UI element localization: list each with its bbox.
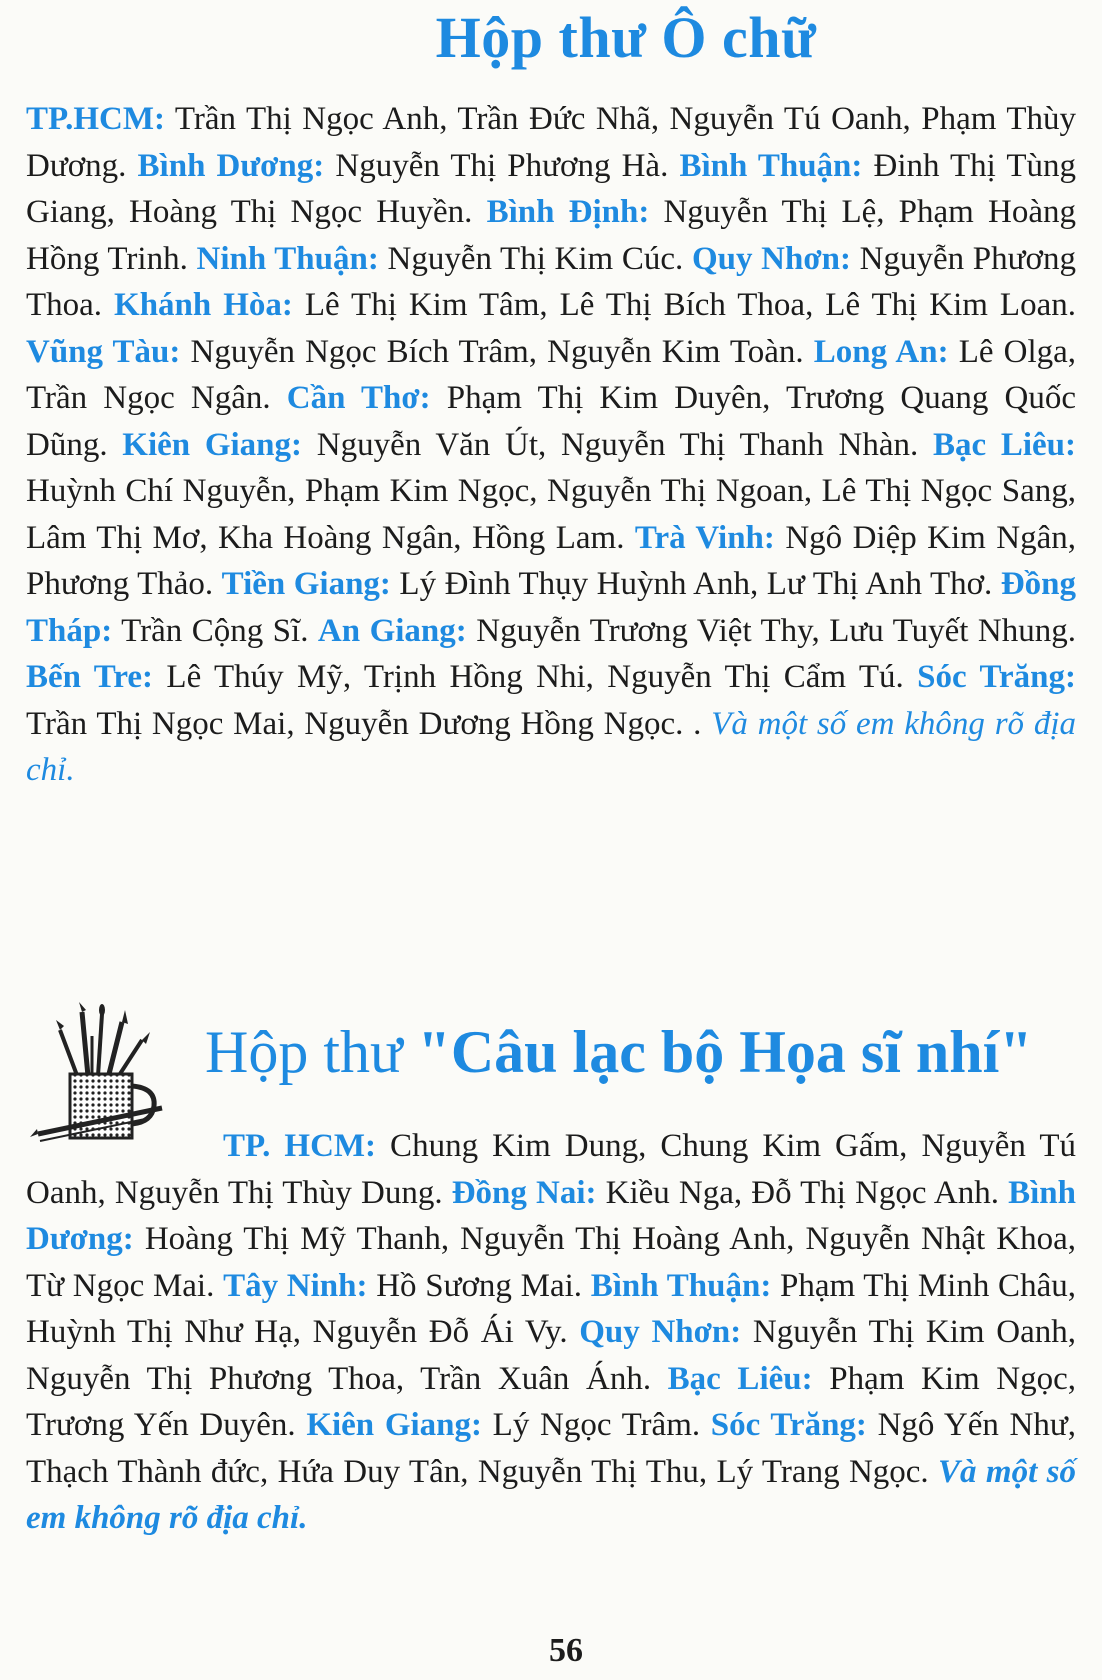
entry-names: Phạm Thị Kim Duyên, Trương Quang Quốc Dũng.	[26, 380, 1077, 463]
entry-names: Nguyễn Trương Việt Thy, Lưu Tuyết Nhung.	[466, 612, 1076, 649]
entry-place: Tiền Giang:	[221, 566, 391, 602]
entry-names: Trần Cộng Sĩ.	[112, 612, 318, 649]
entry-place: Đồng Tháp:	[26, 566, 1076, 649]
entry-names: Nguyễn Thị Kim Oanh, Nguyễn Thị Phương Thoa, Trần Xuân Ánh.	[26, 1314, 1076, 1397]
entry-place: Kiên Giang:	[306, 1407, 483, 1443]
entry-place: Quy Nhơn:	[579, 1314, 742, 1350]
entry-place: Bình Dương:	[26, 1174, 1076, 1257]
entry-place: Cần Thơ:	[286, 380, 431, 416]
entry-names: Nguyễn Thị Phương Hà.	[324, 147, 680, 184]
entry-names: Lý Đình Thụy Huỳnh Anh, Lư Thị Anh Thơ.	[390, 566, 1001, 602]
entry-place: Bình Định:	[486, 194, 650, 230]
entry-place: Bình Thuận:	[679, 147, 863, 184]
entry-names: Trần Thị Ngọc Anh, Trần Đức Nhã, Nguyễn Tú Oanh, Phạm Thùy Dương.	[26, 101, 1076, 184]
entry-names: Nguyễn Phương Thoa.	[26, 240, 1076, 323]
entry-names: Hoàng Thị Mỹ Thanh, Nguyễn Thị Hoàng Anh, Nguyễn Nhật Khoa, Từ Ngọc Mai.	[26, 1221, 1076, 1304]
entry-place: Bạc Liêu:	[932, 426, 1076, 463]
entry-names: Kiều Nga, Đỗ Thị Ngọc Anh.	[596, 1174, 1009, 1211]
closing-note: Và một số em không rõ địa chỉ.	[26, 705, 1076, 788]
entry-names: Phạm Thị Minh Châu, Huỳnh Thị Như Hạ, Nguyễn Đỗ Ái Vy.	[26, 1267, 1076, 1350]
section1-title: Hộp thư Ô chữ	[435, 5, 817, 70]
section2-paragraph	[26, 1123, 1076, 1542]
entry-names: Trần Thị Ngọc Mai, Nguyễn Dương Hồng Ngọc. .	[26, 705, 712, 742]
entry-place: Kiên Giang:	[122, 426, 303, 463]
entry-place: Đồng Nai:	[451, 1174, 597, 1211]
page-number: 56	[549, 1632, 583, 1669]
entry-place: Sóc Trăng:	[917, 659, 1076, 695]
entry-names: Lý Ngọc Trâm.	[482, 1407, 711, 1443]
entry-names: Huỳnh Chí Nguyễn, Phạm Kim Ngọc, Nguyễn Thị Ngoan, Lê Thị Ngọc Sang, Lâm Thị Mơ, Kha Hoàng Ngân, Hồng Lam.	[26, 473, 1076, 556]
entry-place: Bình Thuận:	[590, 1267, 772, 1304]
entry-place: Bình Dương:	[137, 147, 325, 184]
entry-names: Hồ Sương Mai.	[367, 1267, 591, 1304]
section2-title-prefix: Hộp thư	[205, 1019, 418, 1085]
entry-place: Quy Nhơn:	[691, 240, 851, 277]
entry-place: Long An:	[813, 333, 949, 370]
entry-place: Bạc Liêu:	[667, 1360, 813, 1397]
entry-names: Nguyễn Thị Kim Cúc.	[378, 240, 692, 277]
entry-names: Nguyễn Ngọc Bích Trâm, Nguyễn Kim Toàn.	[180, 333, 814, 370]
entry-names: Phạm Kim Ngọc, Trương Yến Duyên.	[26, 1360, 1076, 1443]
entry-names: Ngô Diệp Kim Ngân, Phương Thảo.	[26, 519, 1076, 602]
entry-place: Bến Tre:	[26, 659, 154, 695]
entry-names: Nguyễn Văn Út, Nguyễn Thị Thanh Nhàn.	[302, 426, 933, 463]
entry-place: Khánh Hòa:	[114, 287, 293, 323]
entry-names: Đinh Thị Tùng Giang, Hoàng Thị Ngọc Huyền.	[26, 147, 1076, 230]
entry-names: Chung Kim Dung, Chung Kim Gấm, Nguyễn Tú Oanh, Nguyễn Thị Thùy Dung.	[26, 1128, 1076, 1211]
entry-place: Sóc Trăng:	[710, 1407, 867, 1443]
entry-names: Lê Olga, Trần Ngọc Ngân.	[26, 333, 1077, 416]
entry-place: Tây Ninh:	[223, 1267, 368, 1304]
entry-names: Lê Thị Kim Tâm, Lê Thị Bích Thoa, Lê Thị Kim Loan.	[292, 287, 1076, 323]
section1-paragraph	[26, 96, 1076, 794]
entry-place: Trà Vinh:	[634, 519, 775, 556]
entry-place: Vũng Tàu:	[26, 333, 181, 370]
entry-names: Lê Thúy Mỹ, Trịnh Hồng Nhi, Nguyễn Thị Cẩm Tú.	[153, 659, 918, 695]
section2-title	[205, 1018, 1082, 1087]
section2-title-quoted: "Câu lạc bộ Họa sĩ nhí"	[417, 1019, 1033, 1085]
entry-names: Ngô Yến Như, Thạch Thành đức, Hứa Duy Tân, Nguyễn Thị Thu, Lý Trang Ngọc.	[26, 1407, 1076, 1490]
entry-place: TP.HCM:	[26, 101, 166, 137]
entry-place: Ninh Thuận:	[196, 240, 379, 277]
entry-place: An Giang:	[317, 612, 467, 649]
entry-names: Nguyễn Thị Lệ, Phạm Hoàng Hồng Trinh.	[26, 194, 1076, 277]
entry-place: TP. HCM:	[223, 1128, 377, 1164]
closing-note: Và một số em không rõ địa chỉ.	[26, 1453, 1076, 1536]
